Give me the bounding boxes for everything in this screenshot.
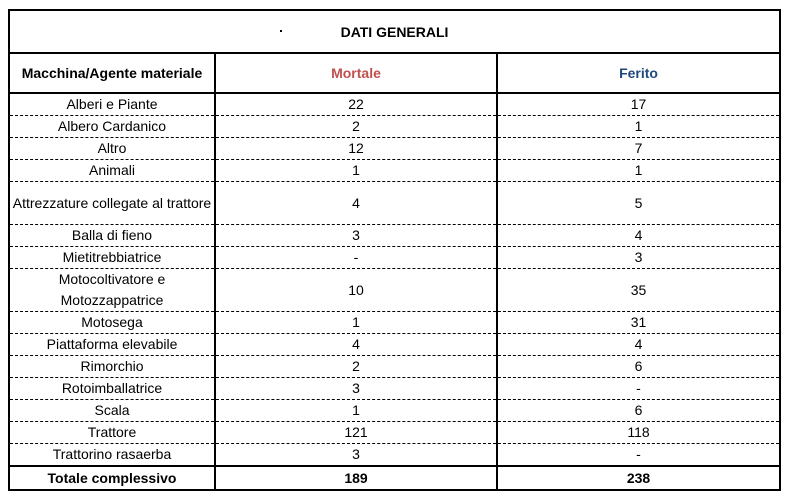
row-label: Trattore bbox=[9, 422, 215, 444]
row-ferito: - bbox=[497, 444, 780, 467]
row-label: Animali bbox=[9, 160, 215, 182]
row-mortale: 22 bbox=[215, 93, 497, 116]
row-label: Attrezzature collegate al trattore bbox=[9, 182, 215, 225]
total-mortale: 189 bbox=[215, 466, 497, 490]
table-row bbox=[9, 378, 780, 400]
row-label: Scala bbox=[9, 400, 215, 422]
table-row bbox=[9, 312, 780, 334]
table-row bbox=[9, 400, 780, 422]
table-body bbox=[9, 93, 780, 466]
table-row bbox=[9, 93, 780, 116]
row-mortale: 2 bbox=[215, 356, 497, 378]
row-mortale: 4 bbox=[215, 334, 497, 356]
row-mortale: 3 bbox=[215, 378, 497, 400]
table-row bbox=[9, 138, 780, 160]
row-ferito: 6 bbox=[497, 400, 780, 422]
row-mortale: 12 bbox=[215, 138, 497, 160]
table-row bbox=[9, 269, 780, 312]
stray-dot bbox=[280, 30, 282, 32]
row-ferito: 5 bbox=[497, 182, 780, 225]
row-label: Rotoimballatrice bbox=[9, 378, 215, 400]
row-ferito: 35 bbox=[497, 269, 780, 312]
table-row bbox=[9, 422, 780, 444]
row-mortale: 2 bbox=[215, 116, 497, 138]
header-mortale: Mortale bbox=[215, 53, 497, 93]
row-mortale: 10 bbox=[215, 269, 497, 312]
row-mortale: 1 bbox=[215, 312, 497, 334]
table-row bbox=[9, 247, 780, 269]
row-ferito: 7 bbox=[497, 138, 780, 160]
header-category: Macchina/Agente materiale bbox=[9, 53, 215, 93]
row-label: Balla di fieno bbox=[9, 225, 215, 247]
row-ferito: 1 bbox=[497, 116, 780, 138]
row-ferito: 17 bbox=[497, 93, 780, 116]
row-mortale: 4 bbox=[215, 182, 497, 225]
row-mortale: - bbox=[215, 247, 497, 269]
row-label: Albero Cardanico bbox=[9, 116, 215, 138]
row-ferito: 118 bbox=[497, 422, 780, 444]
row-label: Mietitrebbiatrice bbox=[9, 247, 215, 269]
row-label: Motosega bbox=[9, 312, 215, 334]
row-ferito: 6 bbox=[497, 356, 780, 378]
table-row bbox=[9, 160, 780, 182]
row-mortale: 121 bbox=[215, 422, 497, 444]
table-title-cell bbox=[9, 10, 780, 53]
total-row bbox=[9, 466, 780, 490]
row-label: Piattaforma elevabile bbox=[9, 334, 215, 356]
row-mortale: 3 bbox=[215, 444, 497, 467]
row-ferito: 4 bbox=[497, 334, 780, 356]
row-label: Alberi e Piante bbox=[9, 93, 215, 116]
row-label: Trattorino rasaerba bbox=[9, 444, 215, 467]
table-row bbox=[9, 182, 780, 225]
table-row bbox=[9, 334, 780, 356]
total-label: Totale complessivo bbox=[9, 466, 215, 490]
row-mortale: 1 bbox=[215, 400, 497, 422]
data-table bbox=[8, 9, 781, 491]
title-row bbox=[9, 10, 780, 53]
header-ferito: Ferito bbox=[497, 53, 780, 93]
row-mortale: 1 bbox=[215, 160, 497, 182]
row-label: Rimorchio bbox=[9, 356, 215, 378]
row-mortale: 3 bbox=[215, 225, 497, 247]
row-ferito: 1 bbox=[497, 160, 780, 182]
table-row bbox=[9, 444, 780, 467]
row-ferito: - bbox=[497, 378, 780, 400]
table-row bbox=[9, 356, 780, 378]
table-row bbox=[9, 116, 780, 138]
header-row bbox=[9, 53, 780, 93]
row-ferito: 31 bbox=[497, 312, 780, 334]
row-label: Motocoltivatore e Motozzappatrice bbox=[9, 269, 215, 312]
row-ferito: 4 bbox=[497, 225, 780, 247]
table-title: DATI GENERALI bbox=[340, 23, 449, 40]
table-row bbox=[9, 225, 780, 247]
row-ferito: 3 bbox=[497, 247, 780, 269]
row-label: Altro bbox=[9, 138, 215, 160]
total-ferito: 238 bbox=[497, 466, 780, 490]
